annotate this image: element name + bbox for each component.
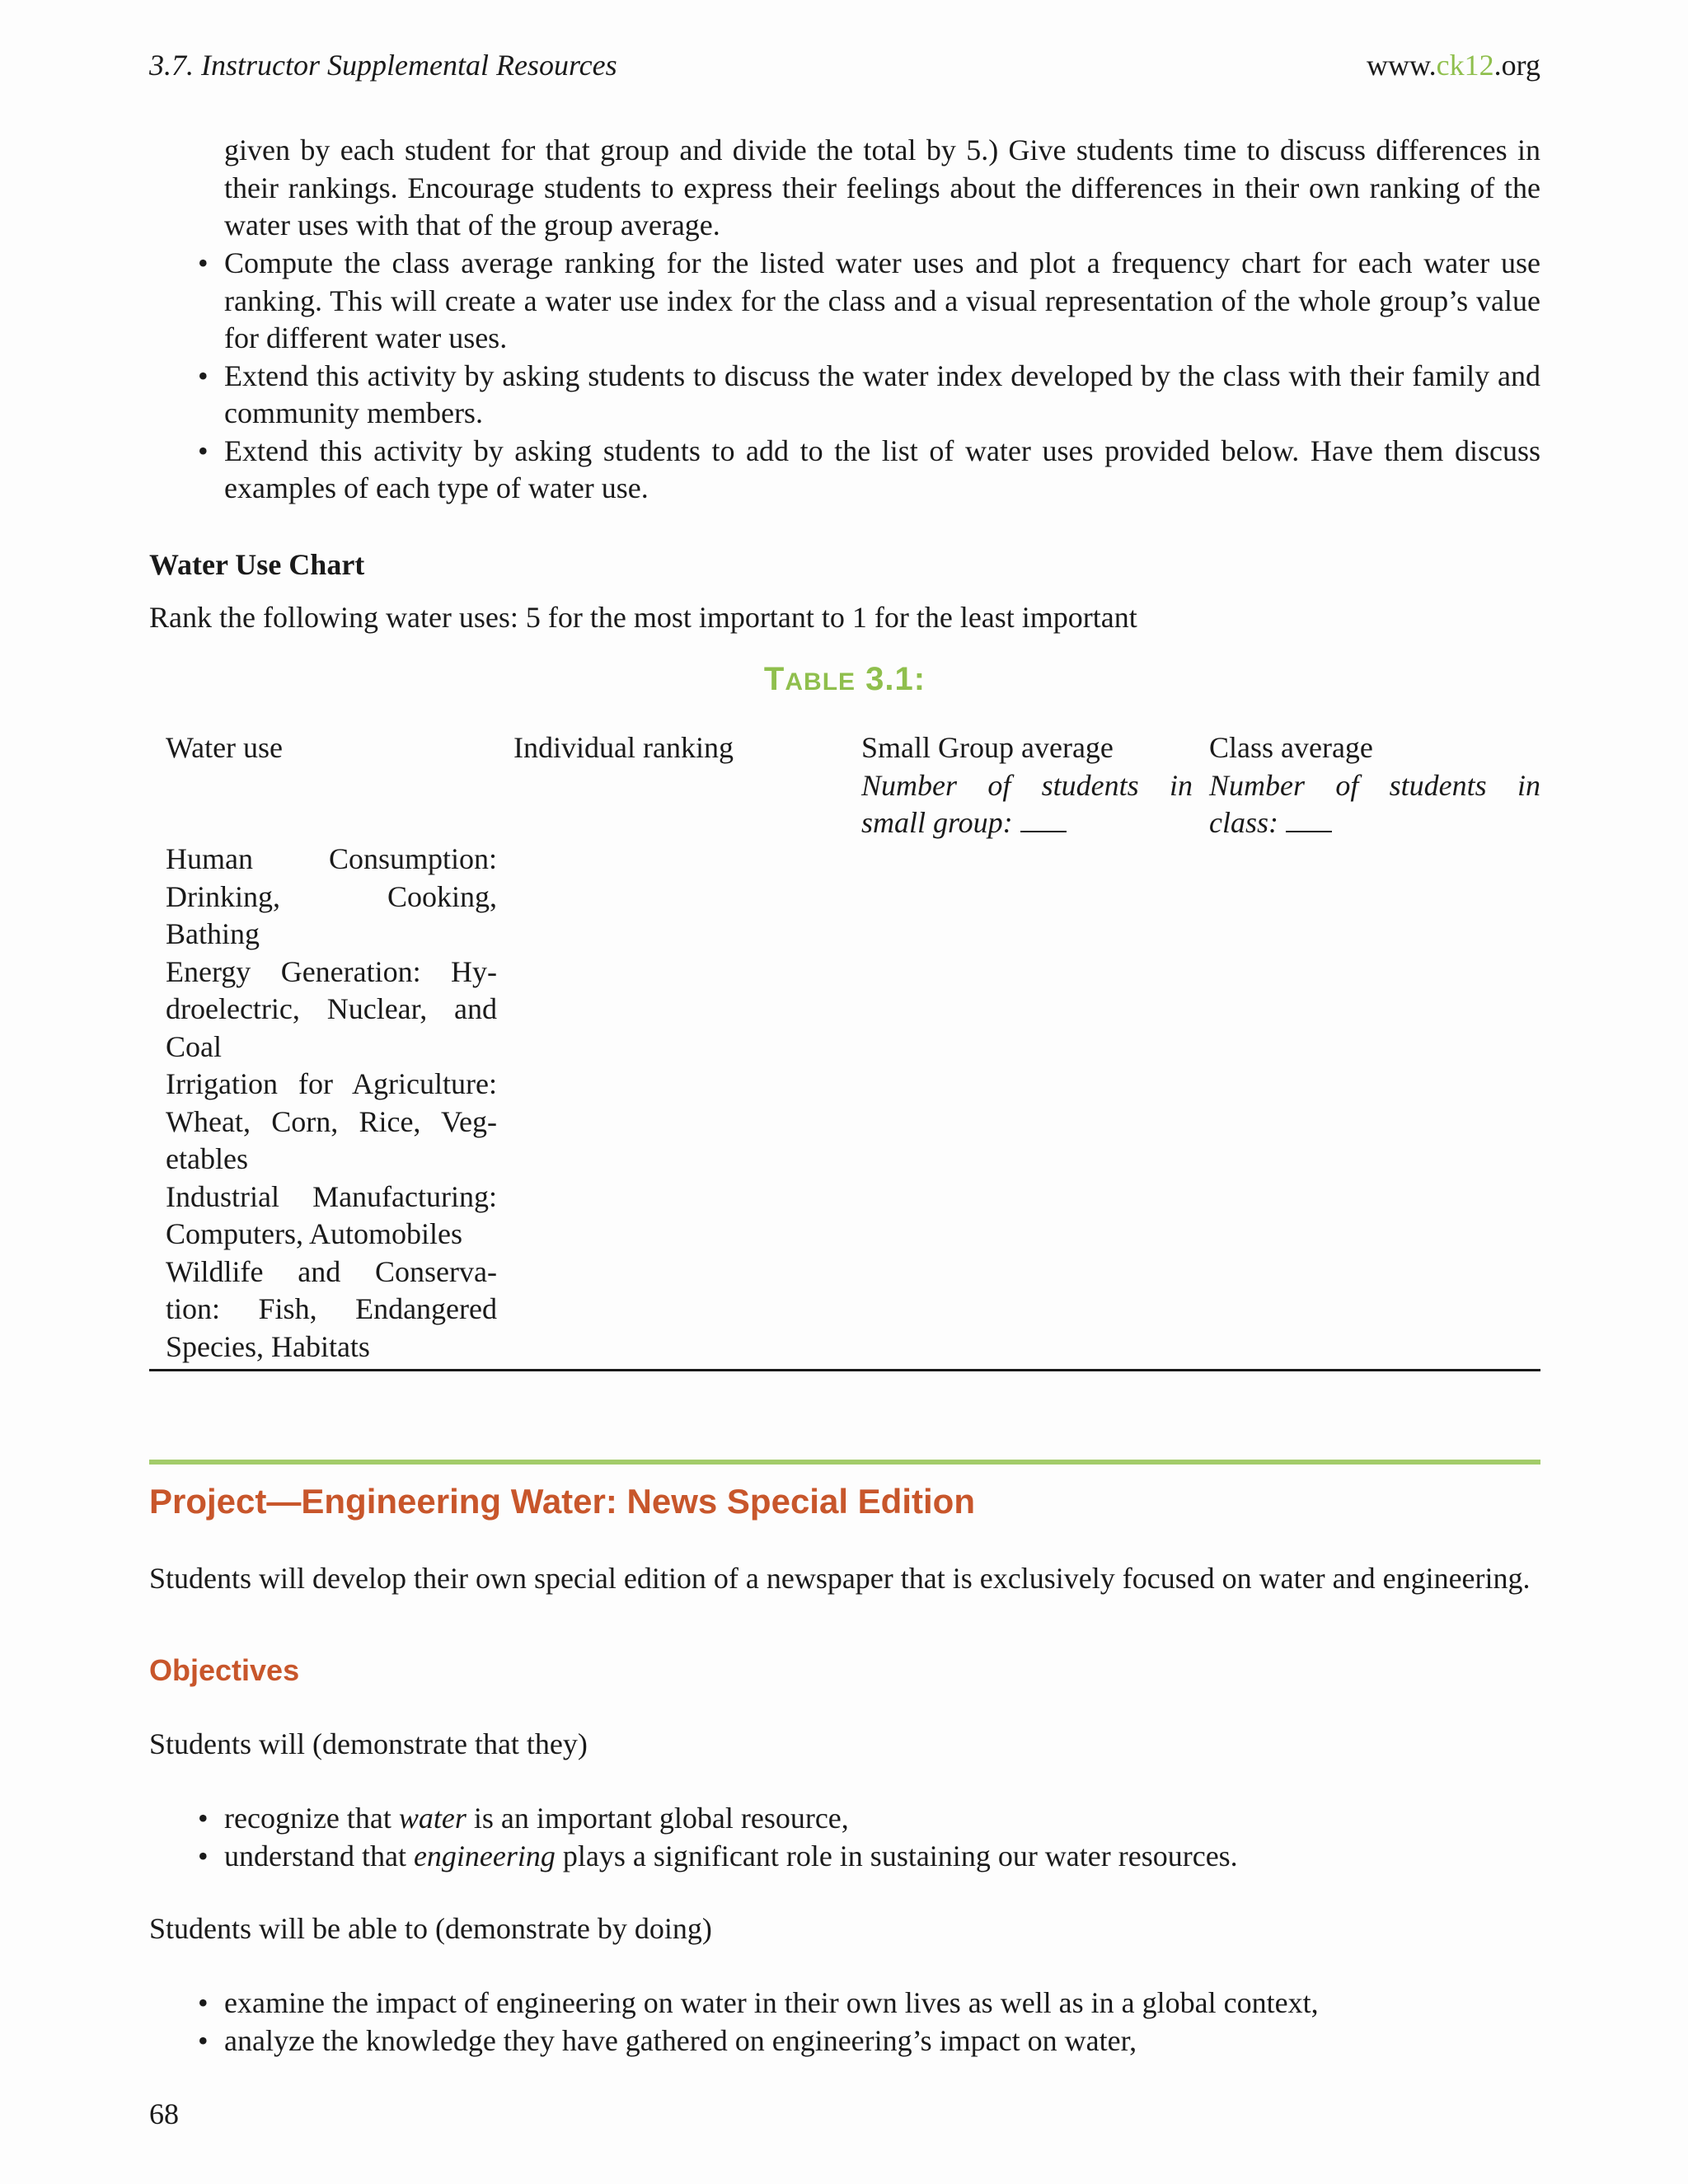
table-row: Energy Generation: Hy- droelectric, Nuclear, and Coal [166, 954, 497, 1063]
item-text: plays a significant role in sustaining our water resources. [555, 1839, 1238, 1872]
list-item: • analyze the knowledge they have gathered on engineering’s impact on water, [224, 2022, 1540, 2060]
page-number: 68 [149, 2097, 179, 2130]
column-header-water-use: Water use [166, 731, 284, 764]
water-use-rows [166, 841, 497, 1366]
table-row: Human Consumption: Drinking, Cooking, Bathing [166, 842, 497, 950]
table-row: Industrial Manufacturing: Computers, Automobiles [166, 1179, 497, 1250]
small-group-count-label: Number of students in small group: [861, 768, 1193, 839]
site-url-suffix: .org [1493, 49, 1540, 82]
small-group-count-field[interactable] [861, 767, 1193, 842]
table-row: Wildlife and Conserva- tion: Fish, Endangered Species, Habitats [166, 1254, 497, 1363]
site-url[interactable] [1367, 48, 1540, 82]
intro-bullet-list [224, 245, 1540, 508]
site-url-brand: ck12 [1436, 49, 1494, 82]
caption-number: 3.1: [856, 661, 926, 697]
site-url-prefix: www. [1367, 49, 1437, 82]
table-row: Irrigation for Agriculture: Wheat, Corn, Rice, Veg- etables [166, 1067, 497, 1175]
item-text: recognize that [224, 1802, 399, 1835]
ranking-instruction: Rank the following water uses: 5 for the most important to 1 for the least important [149, 601, 1137, 634]
objectives-heading: Objectives [149, 1653, 300, 1687]
column-header-small-group [861, 729, 1193, 842]
item-emphasis: water [398, 1802, 467, 1835]
class-count-label: Number of students in class: [1209, 768, 1540, 839]
blank-line[interactable] [1020, 806, 1067, 832]
intro-continuation: given by each student for that group and divide the total by 5.) Give students time to discuss differences in their rankings. Encourage students to express their feelings about the differences in their own ranking of the water uses with that of the group average. [224, 134, 1540, 241]
running-header [149, 48, 1540, 89]
list-item: • Extend this activity by asking students to add to the list of water uses provided below. Have them discuss examples of each type of water use. [224, 433, 1540, 508]
column-header-label: Small Group average [861, 731, 1114, 764]
caption-smallcaps: ABLE [785, 668, 856, 696]
project-description: Students will develop their own special edition of a newspaper that is exclusively focused on water and engineering. [149, 1562, 1531, 1595]
project-title: Project—Engineering Water: News Special Edition [149, 1482, 975, 1521]
column-header-label: Class average [1209, 731, 1373, 764]
item-emphasis: engineering [413, 1839, 556, 1872]
demonstrate-list [224, 1800, 1540, 1875]
list-item: • Compute the class average ranking for the listed water uses and plot a frequency chart for each water use ranking. This will create a water use index for the class and a visual representation of the whole group’s value for different water uses. [224, 245, 1540, 358]
list-item [224, 1800, 1540, 1838]
blank-line[interactable] [1286, 806, 1332, 832]
section-divider [149, 1460, 1540, 1465]
section-title-header: 3.7. Instructor Supplemental Resources [149, 49, 617, 82]
item-text: understand that [224, 1839, 414, 1872]
list-item: • examine the impact of engineering on water in their own lives as well as in a global context, [224, 1985, 1540, 2022]
column-header-class-average [1209, 729, 1540, 842]
class-count-field[interactable] [1209, 767, 1540, 842]
doing-list [224, 1985, 1540, 2060]
table-bottom-rule [149, 1369, 1540, 1371]
list-item: • Extend this activity by asking students to discuss the water index developed by the class with their family and community members. [224, 358, 1540, 433]
caption-initial: T [763, 661, 785, 697]
item-text: is an important global resource, [466, 1802, 849, 1835]
water-use-chart-heading: Water Use Chart [149, 548, 365, 581]
demonstrate-intro: Students will (demonstrate that they) [149, 1727, 588, 1760]
table-caption [149, 661, 1540, 698]
column-header-individual-ranking: Individual ranking [513, 731, 734, 764]
able-to-intro: Students will be able to (demonstrate by doing) [149, 1912, 712, 1945]
list-item [224, 1838, 1540, 1876]
